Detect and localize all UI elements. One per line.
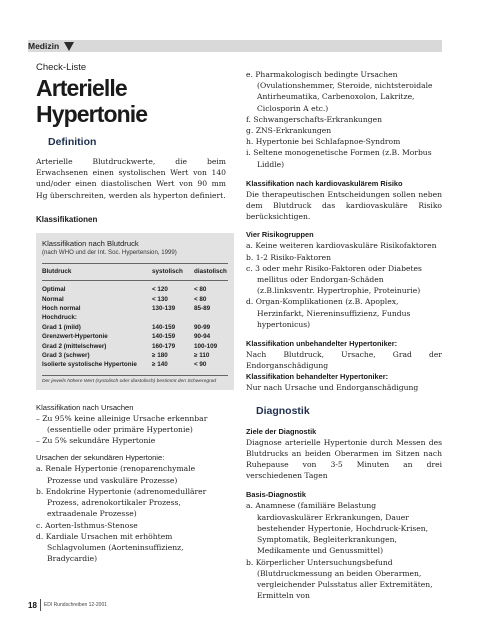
table-row (42, 285, 228, 294)
cell-diastolic: < 80 (194, 286, 207, 294)
table-divider (42, 375, 228, 376)
list-item: a. Anamnese (familiäre Belastung kardiovaskulärer Erkrankungen, Dauer bestehender Hypertonie, Hochdruck-Krisen, Symptomatik, Begleiterkrankungen, Medikamente und Genussmittel) (246, 501, 429, 556)
list-item: i. Seltene monogenetische Formen (z.B. Morbus Liddle) (246, 148, 432, 169)
cell-systolic: ≥ 180 (152, 352, 168, 360)
cell-diastolic: < 80 (194, 295, 207, 303)
cell-category: Grenzwert-Hypertonie (42, 333, 108, 341)
vier-heading: Vier Risikogruppen (246, 230, 314, 240)
cell-category: Hochdruck: (42, 314, 77, 322)
behandelt-heading: Klassifikation behandelter Hypertoniker: (246, 372, 389, 382)
table-header-row (42, 267, 228, 276)
footer-source: EDI Rundschreiben 12-2001 (43, 602, 108, 608)
kicker: Check-Liste (36, 62, 87, 73)
table-row (42, 332, 228, 341)
list-item: c. Aorten-Isthmus-Stenose (36, 520, 138, 530)
header-systolisch: systolisch (152, 267, 183, 275)
section-bar (28, 40, 442, 52)
cell-category: Grad 2 (mittelschwer) (42, 342, 107, 350)
diagnostik-heading: Diagnostik (256, 404, 310, 417)
risiko-heading: Klassifikation nach kardiovaskulärem Risiko (246, 178, 403, 188)
cell-category: Grad 1 (mild) (42, 323, 81, 331)
ziele-text: Diagnose arterielle Hypertonie durch Messen des Blutdrucks an beiden Oberarmen im Sitzen nach Ruhepause von 3-5 Minuten an drei verschiedenen Tagen (246, 437, 442, 481)
sekundaer-heading: Ursachen der sekundären Hypertonie: (36, 453, 165, 463)
footer-divider (40, 599, 41, 611)
section-triangle-icon (64, 42, 74, 51)
right-column (246, 69, 442, 601)
cell-systolic: 140-159 (152, 333, 176, 341)
cell-diastolic (194, 313, 228, 322)
box-note: Der jeweils höhere Wert (systolisch oder diastolisch) bestimmt den Schweregrad (42, 378, 217, 384)
definition-text: Arterielle Blutdruckwerte, die beim Erwachsenen einen systolischen Wert von 140 und/oder einen diastolischen Wert von 90 mm Hg überschreiten, werden als hyperton definiert. (36, 157, 226, 200)
cell-category: Optimal (42, 286, 66, 294)
cell-systolic: 130-139 (152, 305, 176, 313)
table-body (42, 285, 228, 370)
risiko-text: Die therapeutischen Entscheidungen sollen neben dem Blutdruck das kardiovaskuläre Risiko berücksichtigen. (246, 189, 442, 222)
cell-category: Grad 3 (schwer) (42, 352, 90, 360)
cell-systolic: 160-179 (152, 342, 176, 350)
cell-diastolic: 90-94 (194, 333, 211, 341)
list-item: – Zu 5% sekundäre Hypertonie (36, 436, 156, 446)
table-row (42, 304, 228, 313)
definition-heading: Definition (48, 136, 97, 148)
table-divider (42, 263, 228, 264)
cell-systolic (152, 313, 194, 322)
table-row (42, 313, 228, 322)
table-divider (42, 280, 228, 281)
cell-diastolic: ≥ 110 (194, 352, 210, 360)
table-row (42, 360, 228, 369)
box-subtitle: (nach WHO und der Int. Soc. Hypertension, 1999) (42, 248, 177, 256)
behandelt-text: Nur nach Ursache und Endorganschädigung (246, 383, 419, 393)
table-row (42, 342, 228, 351)
list-item: h. Hypertonie bei Schlafapnoe-Syndrom (246, 137, 401, 147)
ursachen-heading: Klassifikation nach Ursachen (36, 402, 134, 412)
cell-diastolic: 90-99 (194, 323, 211, 331)
table-row (42, 295, 228, 304)
section-label: Medizin (28, 40, 62, 52)
cell-category: Hoch normal (42, 305, 81, 313)
list-item: d. Organ-Komplikationen (z.B. Apoplex, Herzinfarkt, Niereninsuffizienz, Fundus hypertonicus) (246, 297, 411, 329)
header-blutdruck: Blutdruck (42, 267, 72, 275)
basis-heading: Basis-Diagnostik (246, 490, 306, 500)
list-item: g. ZNS-Erkrankungen (246, 126, 332, 136)
unbehandelt-text: Nach Blutdruck, Ursache, Grad der Endorganschädigung (246, 350, 442, 371)
ziele-heading: Ziele der Diagnostik (246, 426, 317, 436)
cell-diastolic: < 90 (194, 361, 207, 369)
list-item: c. 3 oder mehr Risiko-Faktoren oder Diabetes mellitus oder Endorgan-Schäden (z.B.linksventr. Hypertrophie, Proteinurie) (246, 263, 422, 296)
cell-systolic: < 130 (152, 295, 168, 303)
left-column (36, 62, 226, 564)
table-row (42, 351, 228, 360)
list-item: f. Schwangerschafts-Erkrankungen (246, 114, 382, 124)
list-item: b. 1-2 Risiko-Faktoren (246, 252, 332, 262)
cell-systolic: 140-159 (152, 323, 176, 331)
cell-category: Isolierte systolische Hypertonie (42, 361, 137, 369)
list-item: a. Renale Hypertonie (renoparenchymale Prozesse und vaskuläre Prozesse) (36, 464, 196, 485)
box-title: Klassifikation nach Blutdruck (42, 238, 139, 248)
header-diastolisch: diastolisch (194, 267, 227, 275)
cell-systolic: < 120 (152, 286, 168, 294)
cell-diastolic: 100-109 (194, 342, 218, 350)
page-title: Arterielle Hypertonie (36, 75, 148, 127)
list-item: b. Endokrine Hypertonie (adrenomedullärer Prozess, adrenokortikaler Prozess, extraadenale Prozesse) (36, 486, 207, 519)
section-tab (28, 39, 74, 53)
classification-box (36, 233, 234, 390)
list-item: d. Kardiale Ursachen mit erhöhtem Schlagvolumen (Aorteninsuffizienz, Bradycardie) (36, 531, 184, 564)
cell-category: Normal (42, 295, 64, 303)
unbehandelt-heading: Klassifikation unbehandelter Hypertoniker: (246, 339, 398, 349)
list-item: a. Keine weiteren kardiovaskuläre Risikofaktoren (246, 241, 437, 251)
table-row (42, 323, 228, 332)
cell-systolic: ≥ 140 (152, 361, 168, 369)
cell-diastolic: 85-89 (194, 305, 211, 313)
klassifikationen-heading: Klassifikationen (36, 214, 98, 224)
page-number: 18 (28, 600, 37, 610)
list-item: b. Körperlicher Untersuchungsbefund (Blutdruckmessung an beiden Oberarmen, vergleichender Pulsstatus aller Extremitäten, Ermitteln von (246, 557, 433, 601)
list-item: e. Pharmakologisch bedingte Ursachen (Ovulationshemmer, Steroide, nichtsteroidale Antirheumatika, Carbenoxolon, Lakritze, Ciclosporin A etc.) (246, 70, 433, 113)
list-item: – Zu 95% keine alleinige Ursache erkennbar (essentielle oder primäre Hypertonie) (36, 413, 208, 435)
footer (28, 599, 107, 611)
